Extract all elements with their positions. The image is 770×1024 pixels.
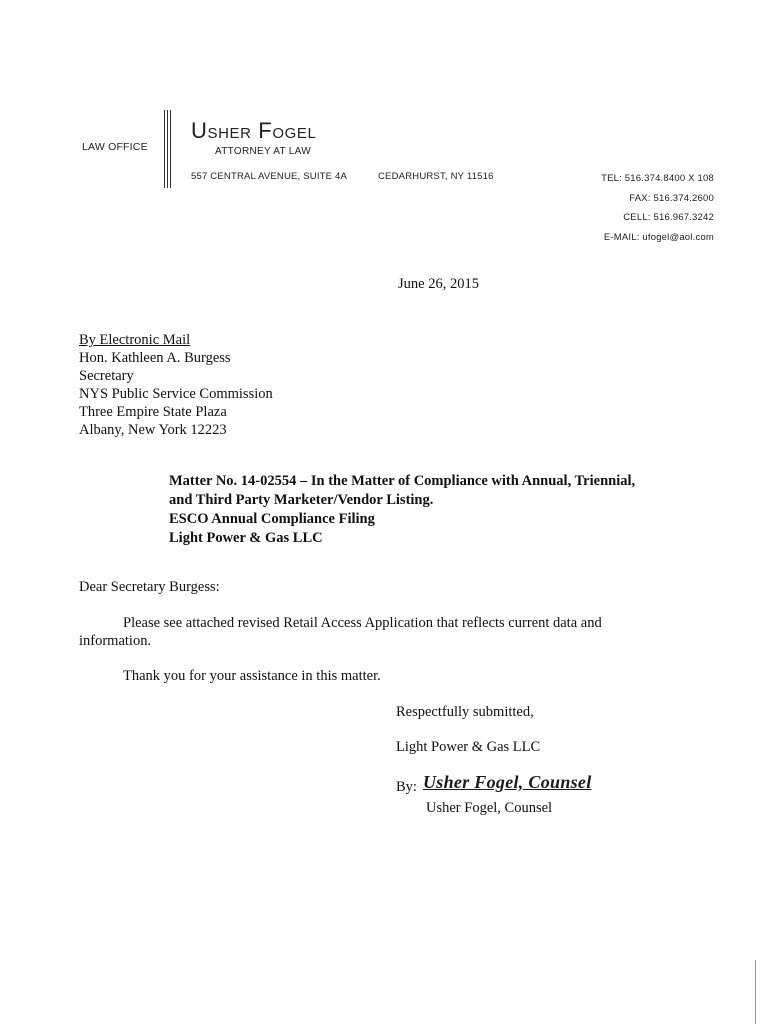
recipient-line: Albany, New York 12223: [79, 422, 227, 438]
letter-date: June 26, 2015: [398, 276, 479, 292]
office-address: 557 CENTRAL AVENUE, SUITE 4A: [191, 171, 348, 182]
law-office-label: LAW OFFICE: [82, 141, 148, 153]
thanks-paragraph: Thank you for your assistance in this matter.: [123, 668, 381, 684]
recipient-line: Secretary: [79, 368, 134, 384]
subject-block: [169, 472, 635, 548]
body-text: information.: [79, 633, 152, 649]
cell-line: CELL: 516.967.3242: [623, 212, 714, 223]
office-city: CEDARHURST, NY 11516: [378, 171, 494, 182]
tel-line: TEL: 516.374.8400 X 108: [601, 173, 714, 184]
attorney-name: Usher Fogel: [191, 118, 317, 143]
email-line: E-MAIL: ufogel@aol.com: [603, 231, 714, 243]
contact-block: [601, 169, 714, 247]
body-paragraph: [79, 614, 679, 650]
signer-name: Usher Fogel, Counsel: [426, 800, 553, 816]
salutation: Dear Secretary Burgess:: [79, 579, 220, 595]
recipient-line: NYS Public Service Commission: [79, 386, 273, 402]
letterhead-divider: [164, 110, 174, 188]
closing: Respectfully submitted,: [396, 704, 534, 720]
handwritten-signature: Usher Fogel, Counsel: [423, 772, 592, 792]
body-text: Please see attached revised Retail Access Application that reflects current data and: [123, 615, 602, 631]
recipient-block: [79, 331, 273, 439]
subject-line: Matter No. 14-02554 – In the Matter of Compliance with Annual, Triennial,: [169, 473, 636, 489]
recipient-line: Three Empire State Plaza: [79, 404, 227, 420]
fax-line: FAX: 516.374.2600: [629, 192, 714, 204]
company-name: Light Power & Gas LLC: [396, 739, 541, 755]
subject-line: ESCO Annual Compliance Filing: [169, 511, 375, 527]
subject-line: and Third Party Marketer/Vendor Listing.: [169, 492, 434, 508]
delivery-method: By Electronic Mail: [79, 332, 191, 348]
attorney-title: ATTORNEY AT LAW: [215, 146, 312, 157]
by-label: By:: [396, 779, 417, 795]
recipient-line: Hon. Kathleen A. Burgess: [79, 350, 231, 366]
scan-edge-line: [755, 960, 756, 1024]
subject-line: Light Power & Gas LLC: [169, 530, 323, 546]
